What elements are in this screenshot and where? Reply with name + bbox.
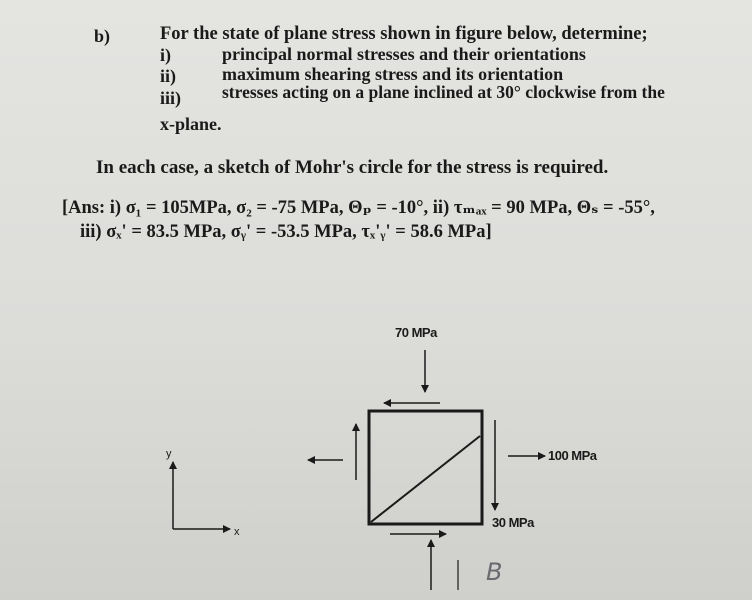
mohr-circle-note: In each case, a sketch of Mohr's circle for the stress is required. <box>96 157 609 178</box>
axis-x-label: x <box>234 526 240 538</box>
item-3-text: stresses acting on a plane inclined at 30° clockwise from the <box>222 82 665 102</box>
answer-line-1: [Ans: i) σ₁ = 105MPa, σ₂ = -75 MPa, Θₚ = -10°, ii) τₘₐₓ = 90 MPa, Θₛ = -55°, <box>62 198 655 218</box>
item-3-continuation: x-plane. <box>160 114 222 134</box>
item-2-number: ii) <box>160 66 176 86</box>
item-1-text: principal normal stresses and their orientations <box>222 44 586 64</box>
answer-line-2: iii) σₓ' = 83.5 MPa, σᵧ' = -53.5 MPa, τₓ'ᵧ' = 58.6 MPa] <box>80 222 492 242</box>
axis-y-label: y <box>166 448 172 460</box>
stress-element <box>369 411 482 524</box>
label-30-mpa: 30 MPa <box>492 515 534 530</box>
item-1-number: i) <box>160 45 171 65</box>
item-2-text: maximum shearing stress and its orientation <box>222 64 564 84</box>
item-3-number: iii) <box>160 88 181 108</box>
inclined-plane-line <box>371 436 480 522</box>
label-70-mpa: 70 MPa <box>395 325 437 340</box>
part-label: b) <box>94 26 111 46</box>
handwritten-mark: B <box>486 558 503 586</box>
label-100-mpa: 100 MPa <box>548 448 597 463</box>
question-intro: For the state of plane stress shown in figure below, determine; <box>160 24 648 44</box>
